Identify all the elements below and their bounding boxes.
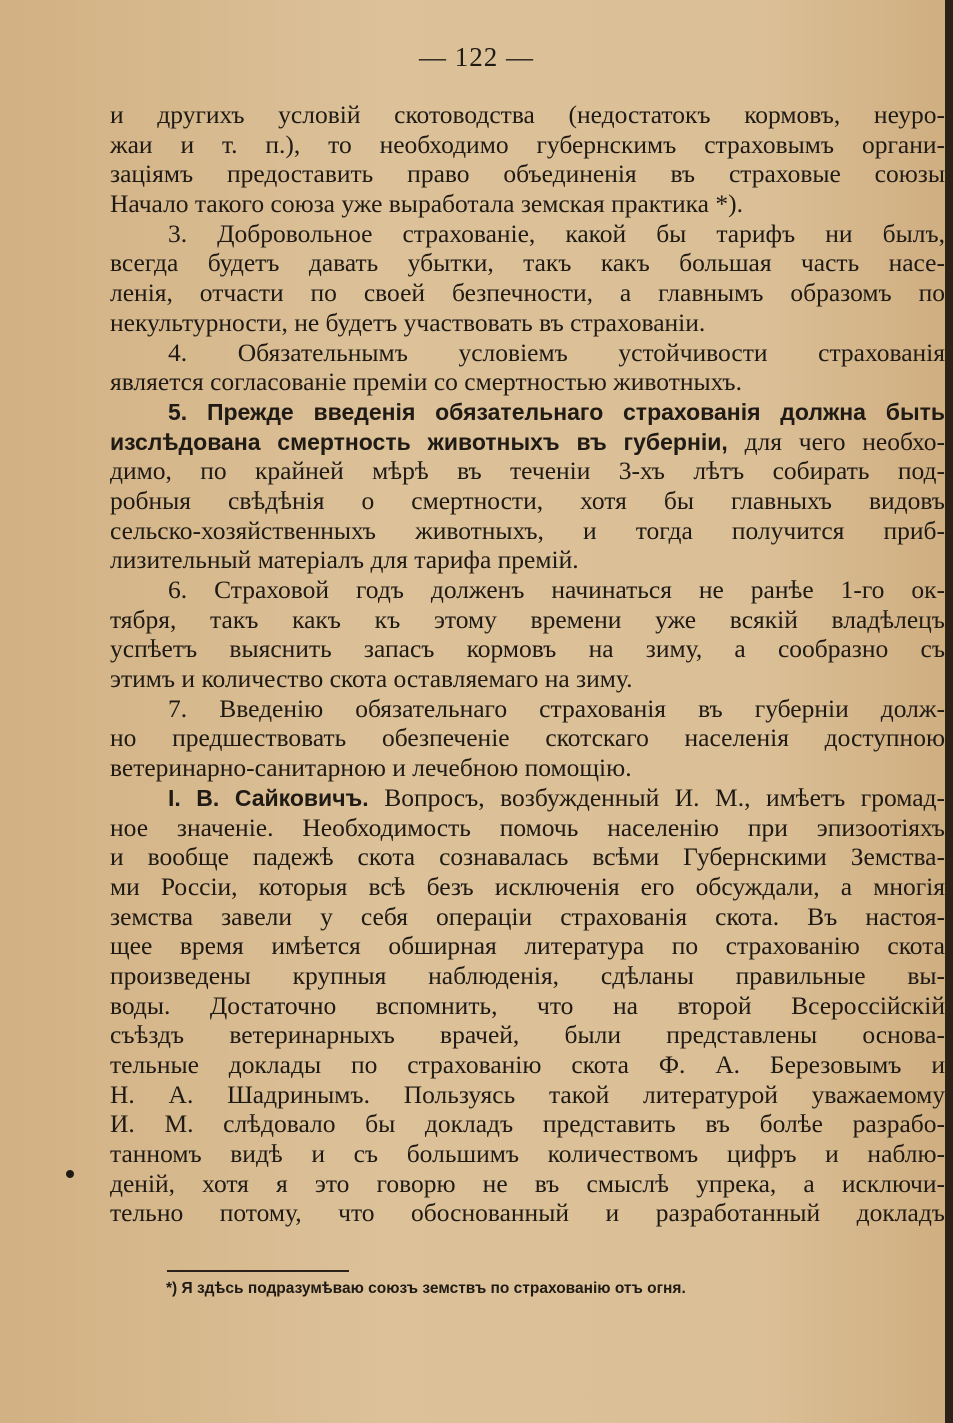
bold-text: 5. Прежде введенія обязательнаго страхованія должна быть	[168, 398, 945, 425]
line-text: произведены крупныя наблюденія, сдѣланы правильные вы-	[110, 960, 945, 990]
text-line	[110, 1198, 945, 1228]
line-text: съѣздъ ветеринарныхъ врачей, были представлены основа-	[110, 1020, 945, 1050]
line-text: является согласованіе преміи со смертностью животныхъ.	[110, 367, 742, 397]
text-line	[110, 367, 945, 397]
line-text: ми Россіи, которыя всѣ безъ исключенія его обсуждали, а многія	[110, 871, 945, 901]
text-line	[110, 516, 945, 546]
text-line	[110, 1050, 945, 1080]
text-line	[110, 634, 945, 664]
text-line	[110, 397, 945, 427]
text-line	[110, 1169, 945, 1199]
line-text: этимъ и количество скота оставляемаго на зиму.	[110, 664, 633, 694]
text-line	[110, 486, 945, 516]
line-text: некультурности, не будетъ участвовать въ страхованіи.	[110, 307, 706, 337]
text-line	[110, 961, 945, 991]
text-line	[110, 219, 945, 249]
book-spine-edge	[945, 0, 953, 1423]
text-line	[110, 545, 945, 575]
line-text: тельные доклады по страхованію скота Ф. А. Березовымъ и	[110, 1050, 945, 1079]
line-text: воды. Достаточно вспомнить, что на второй Всероссійскій	[110, 990, 945, 1020]
line-text: деній, хотя я это говорю не въ смыслѣ упрека, а исключи-	[110, 1168, 945, 1198]
line-text: Вопросъ, возбужденный И. М., имѣетъ громад-	[368, 782, 945, 812]
text-line	[110, 159, 945, 189]
text-line	[110, 605, 945, 635]
text-line	[110, 664, 945, 694]
text-line	[110, 842, 945, 872]
line-text: лизительный матеріалъ для тарифа премій.	[110, 545, 579, 575]
line-text: и другихъ условій скотоводства (недостатокъ кормовъ, неуро-	[110, 100, 945, 129]
line-text: танномъ видѣ и съ большимъ количествомъ цифръ и наблю-	[110, 1139, 945, 1169]
line-text: земства завели у себя операціи страхованія скота. Въ настоя-	[110, 901, 945, 931]
text-line	[110, 427, 945, 457]
line-text: успѣетъ выяснить запасъ кормовъ на зиму, а сообразно съ	[110, 634, 945, 664]
line-text: ное значеніе. Необходимость помочь населенію при эпизоотіяхъ	[110, 812, 945, 842]
line-text: Н. А. Шадринымъ. Пользуясь такой литературой уважаемому	[110, 1079, 945, 1109]
text-line	[110, 308, 945, 338]
text-line	[110, 130, 945, 160]
text-line	[110, 189, 945, 219]
line-text: 4. Обязательнымъ условіемъ устойчивости страхованія	[168, 337, 945, 367]
text-line	[110, 456, 945, 486]
line-text: ленія, отчасти по своей безпечности, а главнымъ образомъ по	[110, 278, 945, 308]
line-text: димо, по крайней мѣрѣ въ теченіи 3-хъ лѣтъ собирать под-	[110, 456, 945, 486]
text-line	[110, 1080, 945, 1110]
text-line	[110, 100, 945, 130]
line-text: И. М. слѣдовало бы докладъ представить въ болѣе разрабо-	[110, 1109, 945, 1139]
text-line	[110, 1020, 945, 1050]
page-number: — 122 —	[419, 42, 534, 72]
body-text	[110, 100, 945, 1228]
line-text: тября, такъ какъ къ этому времени уже всякій владѣлецъ	[110, 604, 945, 634]
line-text: щее время имѣется обширная литература по страхованію скота	[110, 931, 945, 961]
text-line	[110, 338, 945, 368]
line-text: жаи и т. п.), то необходимо губернскимъ страховымъ органи-	[110, 129, 945, 159]
footnote-divider	[167, 1270, 349, 1272]
line-text: сельско-хозяйственныхъ животныхъ, и тогда получится приб-	[110, 515, 945, 545]
line-text: всегда будетъ давать убытки, такъ какъ большая часть насе-	[110, 248, 945, 278]
text-line	[110, 813, 945, 843]
line-text: робныя свѣдѣнія о смертности, хотя бы главныхъ видовъ	[110, 485, 945, 515]
line-text: и вообще падежѣ скота сознавалась всѣми Губернскими Земства-	[110, 842, 945, 872]
margin-dot-mark	[66, 1170, 74, 1178]
line-text: тельно потому, что обоснованный и разработанный докладъ	[110, 1198, 945, 1228]
text-line	[110, 723, 945, 753]
line-text: ветеринарно-санитарною и лечебною помощію.	[110, 753, 632, 783]
line-text: заціямъ предоставить право объединенія въ страховые союзы	[110, 159, 945, 189]
text-line	[110, 902, 945, 932]
speaker-name: І. В. Сайковичъ.	[168, 784, 369, 811]
text-line	[110, 931, 945, 961]
line-text: Начало такого союза уже выработала земская практика *).	[110, 189, 743, 219]
line-text: 6. Страховой годъ долженъ начинаться не ранѣе 1-го ок-	[168, 575, 945, 604]
text-line	[110, 248, 945, 278]
text-line	[110, 783, 945, 813]
line-text: 3. Добровольное страхованіе, какой бы тарифъ ни былъ,	[168, 218, 945, 248]
line-text: но предшествовать обезпеченіе скотскаго населенія доступною	[110, 723, 945, 753]
text-line	[110, 872, 945, 902]
text-line	[110, 575, 945, 605]
text-line	[110, 753, 945, 783]
line-text: 7. Введенію обязательнаго страхованія въ губерніи долж-	[168, 693, 945, 723]
line-text: для чего необхо-	[727, 426, 945, 456]
text-line	[110, 1139, 945, 1169]
text-line	[110, 991, 945, 1021]
text-line	[110, 1109, 945, 1139]
footnote: *) Я здѣсь подразумѣваю союзъ земствъ по страхованію отъ огня.	[166, 1280, 686, 1297]
text-line	[110, 278, 945, 308]
text-line	[110, 694, 945, 724]
bold-text: изслѣдована смертность животныхъ въ губерніи,	[110, 428, 728, 455]
